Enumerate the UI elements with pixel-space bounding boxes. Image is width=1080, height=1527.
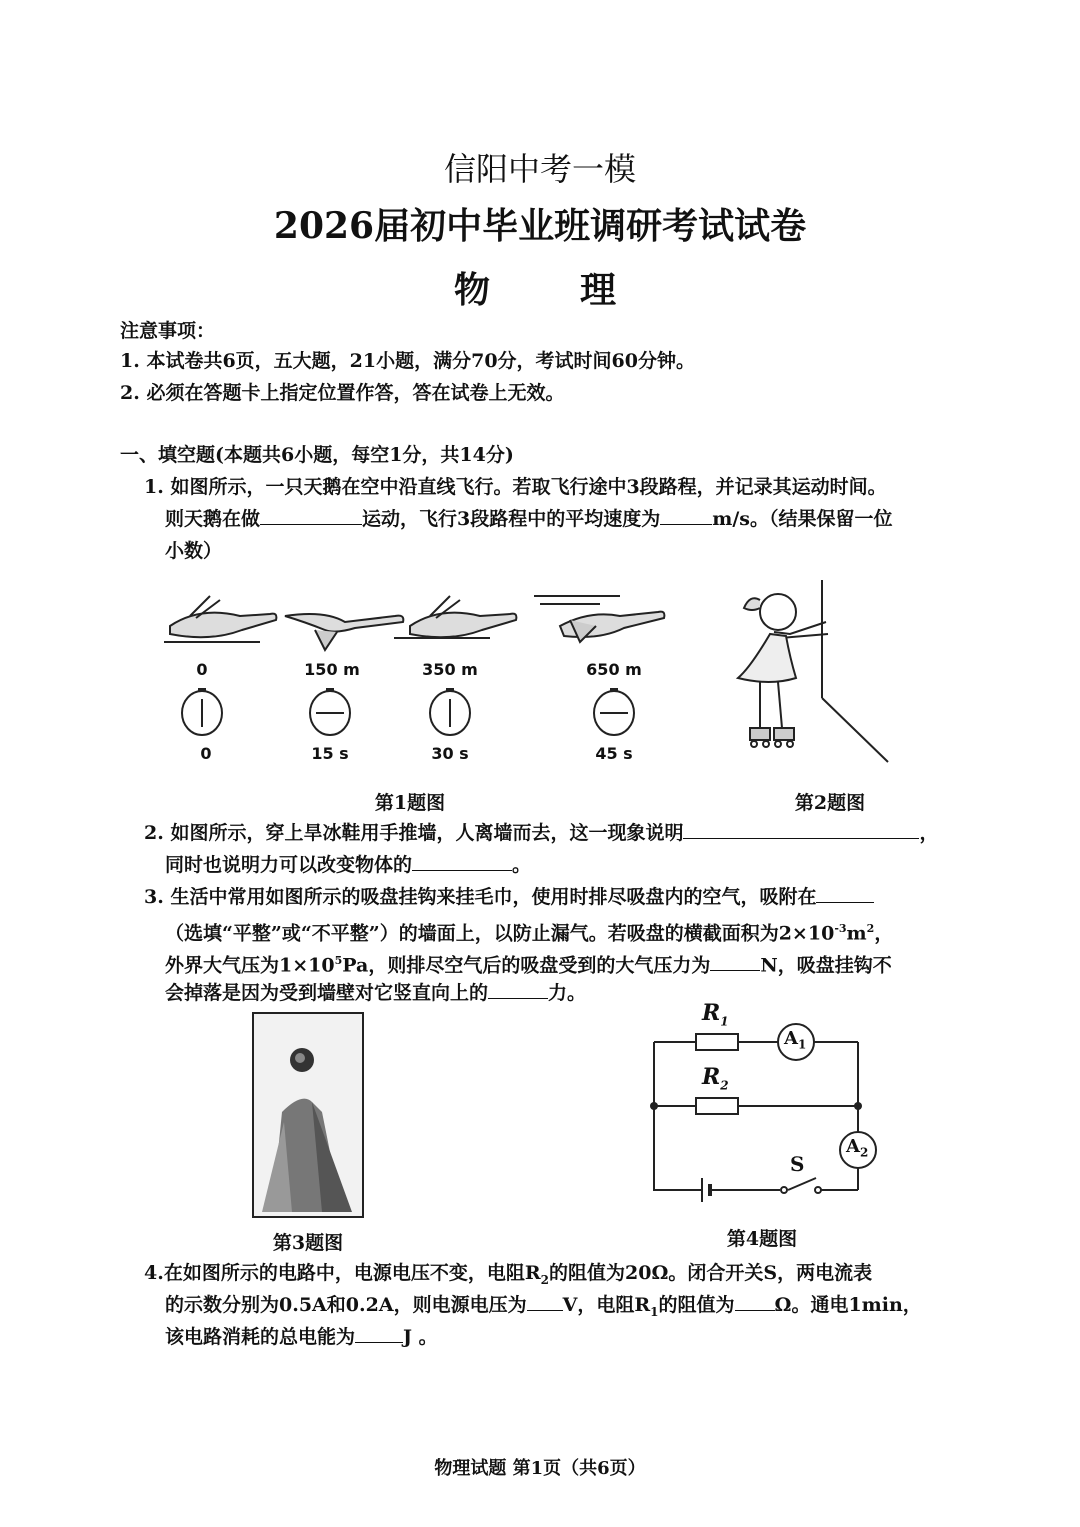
q3-text-c: 外界大气压为1×10: [165, 954, 335, 977]
q4-text-g: 该电路消耗的总电能为: [165, 1326, 356, 1348]
a1-label: [784, 1028, 806, 1052]
q3-exp: -3: [834, 922, 847, 935]
q4-text-d: V，电阻R: [562, 1294, 651, 1316]
q4-blank-resistance[interactable]: [735, 1290, 775, 1311]
notice-item-1: 1. 本试卷共6页，五大题，21小题，满分70分，考试时间60分钟。: [120, 350, 695, 372]
fig3-caption: 第3题图: [272, 1232, 344, 1254]
section-heading: 一、填空题(本题共6小题，每空1分，共14分): [120, 444, 514, 466]
r2-letter: R: [702, 1064, 721, 1090]
q3-text-g: 力。: [548, 982, 587, 1004]
stopwatch-icon: [594, 688, 634, 735]
q3-comma: ，: [874, 922, 894, 945]
stopwatch-icon: [182, 688, 222, 735]
q4-text-b: 的阻值为20Ω。闭合开关S，两电流表: [549, 1262, 873, 1284]
resistor-r1: [696, 1034, 738, 1050]
distance-label: 150 m: [304, 660, 360, 679]
q1-text-a: 则天鹅在做: [165, 508, 261, 530]
swan-4: [534, 596, 664, 642]
circuit-diagram: [640, 1000, 890, 1210]
distance-label: 350 m: [422, 660, 478, 679]
r2-sub: 2: [720, 1078, 729, 1093]
swan-2: [285, 614, 403, 650]
q2-text-a: 2. 如图所示，穿上旱冰鞋用手推墙，人离墙而去，这一现象说明: [144, 822, 684, 844]
q3-line3: [165, 946, 892, 980]
q3-text-d: Pa，则排尽空气后的吸盘受到的大气压力为: [342, 954, 711, 977]
a1-sub: 1: [797, 1037, 807, 1052]
notice-item-2: 2. 必须在答题卡上指定位置作答，答在试卷上无效。: [120, 382, 565, 404]
q4-text-h: J 。: [403, 1326, 438, 1348]
r2-label: [702, 1064, 729, 1092]
a2-sub: 2: [859, 1145, 869, 1160]
q4-line3: [165, 1322, 438, 1352]
stopwatch-row: [180, 688, 650, 738]
q2-blank-1[interactable]: [683, 818, 919, 839]
q2-text-b: 同时也说明力可以改变物体的: [165, 854, 413, 876]
q3-blank-friction[interactable]: [488, 978, 548, 999]
swan-figure: [150, 586, 690, 666]
q4-sub-2: 1: [650, 1304, 659, 1319]
a2-label: [846, 1136, 868, 1160]
q3-exp3: 5: [334, 954, 343, 967]
q4-blank-energy[interactable]: [355, 1322, 403, 1343]
girl-pushing-wall-figure: [730, 578, 900, 768]
q3-line4: [165, 978, 586, 1008]
resistor-r2: [696, 1098, 738, 1114]
a1-letter: A: [784, 1028, 798, 1049]
q4-sub-1: 2: [540, 1272, 549, 1287]
r1-label: [702, 1000, 729, 1028]
q4-text-e: 的阻值为: [658, 1294, 735, 1316]
swan-3: [394, 596, 516, 638]
notice-title: 注意事项：: [120, 320, 216, 342]
q1-line1: 1. 如图所示，一只天鹅在空中沿直线飞行。若取飞行途中3段路程，并记录其运动时间。: [144, 476, 887, 498]
time-label: 45 s: [595, 744, 633, 763]
q4-blank-voltage[interactable]: [527, 1290, 563, 1311]
q2-blank-2[interactable]: [412, 850, 512, 871]
q3-blank-force[interactable]: [710, 950, 760, 971]
r1-letter: R: [702, 1000, 721, 1026]
fig4-caption: 第4题图: [726, 1228, 798, 1250]
q3-text-f: 会掉落是因为受到墙壁对它竖直向上的: [165, 982, 489, 1004]
q4-text-f: Ω。通电1min，: [774, 1294, 922, 1316]
q1-line2: [165, 504, 893, 534]
q3-text-e: N，吸盘挂钩不: [760, 954, 892, 977]
time-label: 15 s: [311, 744, 349, 763]
q3-blank-surface[interactable]: [816, 882, 874, 903]
a2-letter: A: [846, 1136, 860, 1157]
q1-blank-speed[interactable]: [660, 504, 712, 525]
q3-line1: [144, 882, 874, 912]
exam-title: 2026届初中毕业班调研考试试卷: [273, 205, 807, 247]
q1-text-c: m/s。（结果保留一位: [712, 508, 893, 530]
subject-char-2: 理: [580, 269, 627, 311]
page-footer: 物理试题 第1页（共6页）: [434, 1458, 646, 1479]
subject-title: [0, 262, 1080, 313]
q4-text-c: 的示数分别为0.5A和0.2A，则电源电压为: [165, 1294, 527, 1316]
q2-line2: [165, 850, 531, 880]
q1-blank-motion[interactable]: [260, 504, 362, 525]
q3-unit: m: [846, 922, 867, 945]
switch-label: S: [790, 1152, 805, 1176]
r1-sub: 1: [720, 1014, 729, 1029]
fig1-caption: 第1题图: [374, 792, 446, 814]
q1-line3: 小数）: [165, 540, 223, 562]
q1-text-b: 运动，飞行3段路程中的平均速度为: [362, 508, 661, 530]
q2-line1: [144, 818, 938, 848]
subject-char-1: 物: [453, 269, 500, 311]
stopwatch-icon: [430, 688, 470, 735]
q3-text-b: （选填“平整”或“不平整”）的墙面上，以防止漏气。若吸盘的横截面积为2×10: [165, 922, 835, 945]
exam-source-title: 信阳中考一模: [443, 150, 636, 188]
time-label: 30 s: [431, 744, 469, 763]
distance-label: 0: [196, 660, 208, 679]
fig2-caption: 第2题图: [794, 792, 866, 814]
time-label: 0: [200, 744, 212, 763]
swan-1: [164, 596, 276, 642]
suction-hook-photo: [252, 1012, 364, 1218]
stopwatch-icon: [310, 688, 350, 735]
q4-text-a: 4.在如图所示的电路中，电源电压不变，电阻R: [144, 1262, 541, 1284]
q3-exp2: 2: [866, 922, 875, 935]
distance-label: 650 m: [586, 660, 642, 679]
q2-text-c: 。: [512, 854, 532, 876]
q2-text-end: ，: [919, 822, 939, 844]
q3-text-a: 3. 生活中常用如图所示的吸盘挂钩来挂毛巾，使用时排尽吸盘内的空气，吸附在: [144, 886, 817, 908]
q3-line2: [165, 914, 893, 948]
